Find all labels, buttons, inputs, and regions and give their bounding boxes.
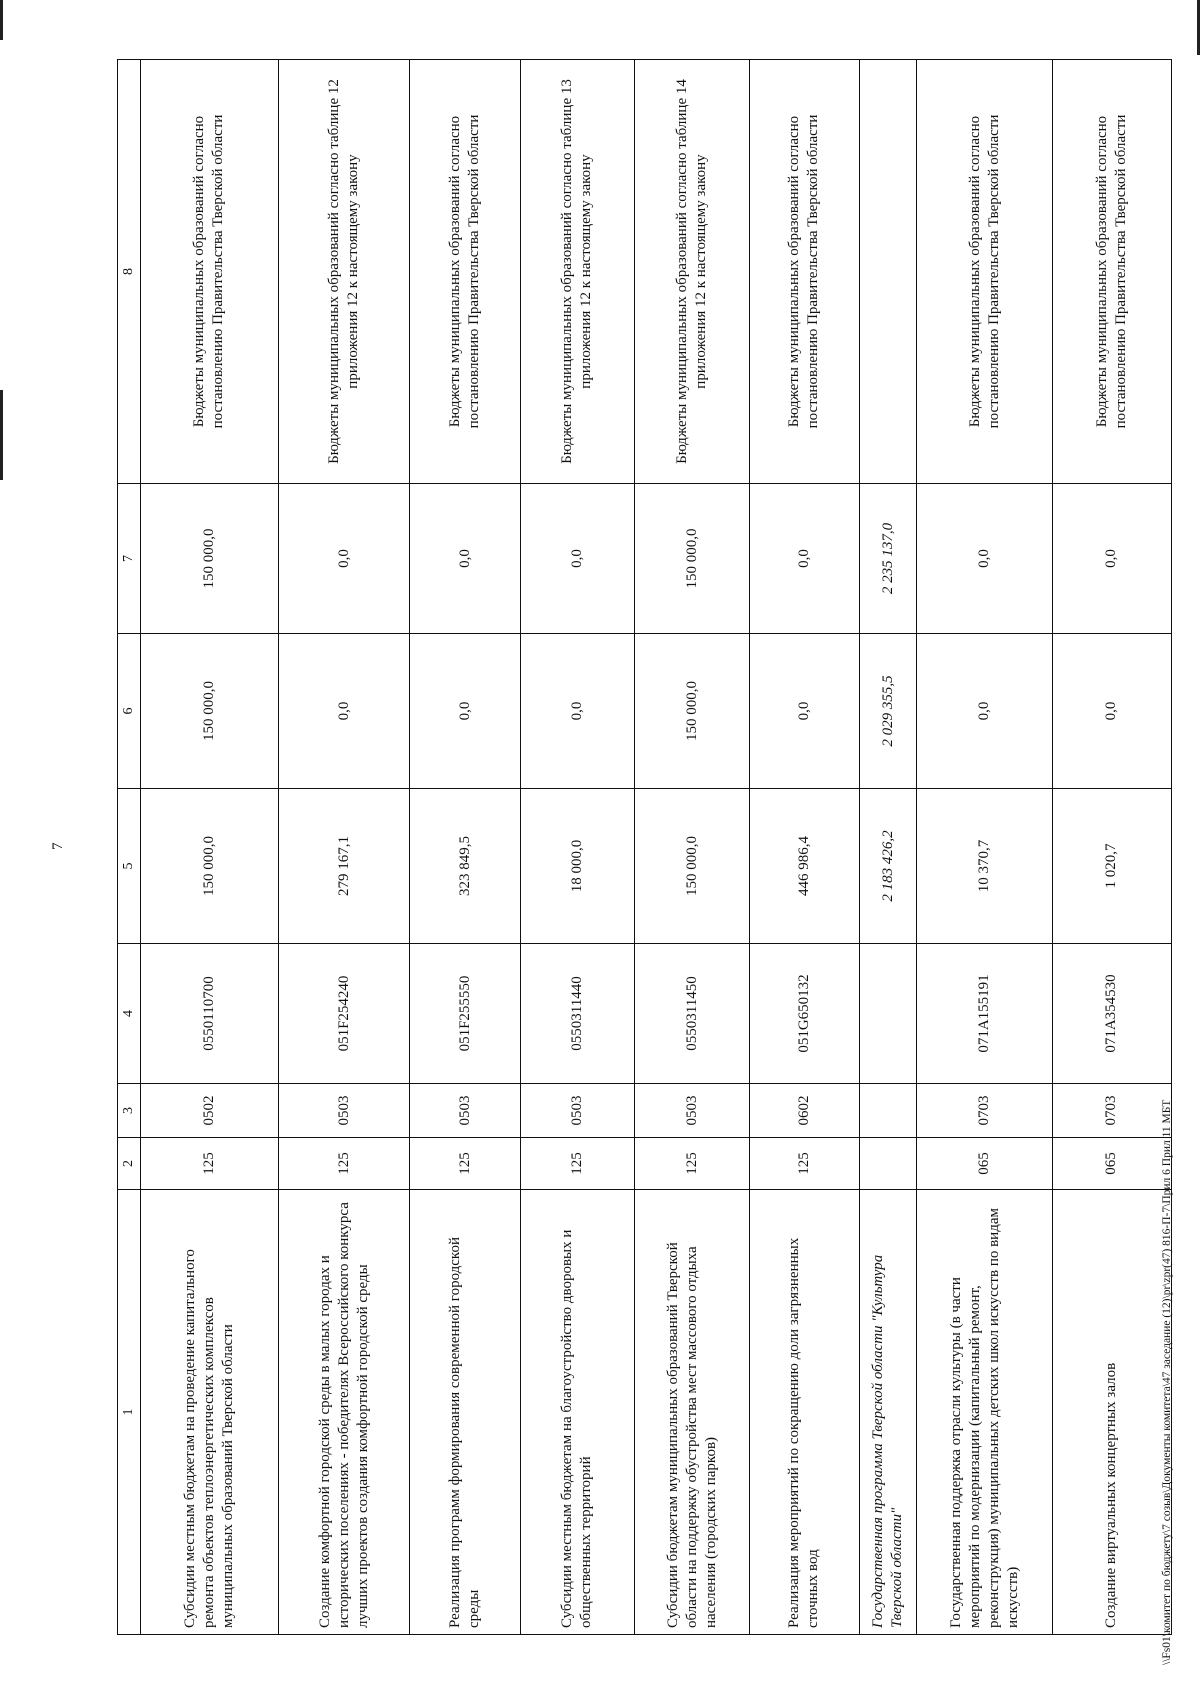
target-article-code: 0550110700 bbox=[141, 944, 279, 1084]
admin-code: 125 bbox=[410, 1138, 520, 1190]
section-code: 0503 bbox=[635, 1084, 750, 1138]
column-header: 5 bbox=[118, 789, 141, 944]
target-article-code: 0550311450 bbox=[635, 944, 750, 1084]
amount-col5: 1 020,7 bbox=[1052, 789, 1171, 944]
row-description: Создание комфортной городской среды в малых городах и исторических поселениях - победителях Всероссийского конкурса лучших проектов создания комфортной городской среды bbox=[278, 1190, 410, 1635]
amount-col5: 323 849,5 bbox=[410, 789, 520, 944]
column-header: 1 bbox=[118, 1190, 141, 1635]
table-row bbox=[141, 60, 279, 1635]
recipient-note bbox=[860, 60, 917, 484]
column-header: 8 bbox=[118, 60, 141, 484]
budget-table-container bbox=[117, 60, 1172, 1635]
admin-code bbox=[860, 1138, 917, 1190]
admin-code: 125 bbox=[635, 1138, 750, 1190]
table-row bbox=[410, 60, 520, 1635]
section-code bbox=[860, 1084, 917, 1138]
amount-col6: 0,0 bbox=[278, 634, 410, 789]
admin-code: 125 bbox=[749, 1138, 859, 1190]
admin-code: 065 bbox=[917, 1138, 1052, 1190]
target-article-code: 051G650132 bbox=[749, 944, 859, 1084]
table-body bbox=[141, 60, 1172, 1635]
file-path-footer: \\Fs01\комитет по бюджету\7 созыв\Документы комитета\47 заседание (12)\pr\zpr(47) 816-П-7\Прил 6 Прил 11 МБТ bbox=[1161, 1099, 1173, 1665]
amount-col6: 150 000,0 bbox=[635, 634, 750, 789]
recipient-note: Бюджеты муниципальных образований согласно таблице 12 приложения 12 к настоящему закону bbox=[278, 60, 410, 484]
admin-code: 125 bbox=[141, 1138, 279, 1190]
section-code: 0503 bbox=[520, 1084, 635, 1138]
column-header: 6 bbox=[118, 634, 141, 789]
amount-col7: 0,0 bbox=[278, 484, 410, 634]
amount-col5: 10 370,7 bbox=[917, 789, 1052, 944]
section-code: 0602 bbox=[749, 1084, 859, 1138]
target-article-code: 0550311440 bbox=[520, 944, 635, 1084]
amount-col6: 0,0 bbox=[749, 634, 859, 789]
target-article-code: 071A155191 bbox=[917, 944, 1052, 1084]
scan-edge-mark bbox=[0, 390, 3, 480]
recipient-note: Бюджеты муниципальных образований согласно постановлению Правительства Тверской области bbox=[1052, 60, 1171, 484]
admin-code: 125 bbox=[520, 1138, 635, 1190]
amount-col6: 150 000,0 bbox=[141, 634, 279, 789]
row-description: Государственная поддержка отрасли культуры (в части мероприятий по модернизации (капитальный ремонт, реконструкция) муниципальных детских школ искусств по видам искусств) bbox=[917, 1190, 1052, 1635]
amount-col5: 279 167,1 bbox=[278, 789, 410, 944]
amount-col5: 2 183 426,2 bbox=[860, 789, 917, 944]
amount-col6: 2 029 355,5 bbox=[860, 634, 917, 789]
recipient-note: Бюджеты муниципальных образований согласно постановлению Правительства Тверской области bbox=[141, 60, 279, 484]
table-row bbox=[635, 60, 750, 1635]
amount-col5: 150 000,0 bbox=[635, 789, 750, 944]
amount-col7: 0,0 bbox=[410, 484, 520, 634]
target-article-code: 071A354530 bbox=[1052, 944, 1171, 1084]
amount-col7: 0,0 bbox=[749, 484, 859, 634]
amount-col6: 0,0 bbox=[410, 634, 520, 789]
table-row bbox=[860, 60, 917, 1635]
section-code: 0503 bbox=[278, 1084, 410, 1138]
row-description: Субсидии местным бюджетам на проведение капитального ремонта объектов теплоэнергетических комплексов муниципальных образований Тверской области bbox=[141, 1190, 279, 1635]
row-description: Реализация мероприятий по сокращению доли загрязненных сточных вод bbox=[749, 1190, 859, 1635]
table-header-row bbox=[118, 60, 141, 1635]
section-code: 0503 bbox=[410, 1084, 520, 1138]
column-header: 4 bbox=[118, 944, 141, 1084]
recipient-note: Бюджеты муниципальных образований согласно таблице 14 приложения 12 к настоящему закону bbox=[635, 60, 750, 484]
column-header: 7 bbox=[118, 484, 141, 634]
target-article-code bbox=[860, 944, 917, 1084]
column-header: 2 bbox=[118, 1138, 141, 1190]
column-header: 3 bbox=[118, 1084, 141, 1138]
row-description: Реализация программ формирования современной городской среды bbox=[410, 1190, 520, 1635]
table-row bbox=[749, 60, 859, 1635]
amount-col7: 2 235 137,0 bbox=[860, 484, 917, 634]
table-row bbox=[1052, 60, 1171, 1635]
amount-col7: 150 000,0 bbox=[141, 484, 279, 634]
amount-col5: 150 000,0 bbox=[141, 789, 279, 944]
amount-col6: 0,0 bbox=[520, 634, 635, 789]
recipient-note: Бюджеты муниципальных образований согласно постановлению Правительства Тверской области bbox=[749, 60, 859, 484]
row-description: Субсидии бюджетам муниципальных образований Тверской области на поддержку обустройства мест массового отдыха населения (городских парков) bbox=[635, 1190, 750, 1635]
amount-col7: 0,0 bbox=[917, 484, 1052, 634]
amount-col6: 0,0 bbox=[1052, 634, 1171, 789]
scan-edge-mark bbox=[0, 0, 3, 40]
amount-col7: 150 000,0 bbox=[635, 484, 750, 634]
amount-col5: 18 000,0 bbox=[520, 789, 635, 944]
amount-col6: 0,0 bbox=[917, 634, 1052, 789]
table-row bbox=[520, 60, 635, 1635]
amount-col7: 0,0 bbox=[1052, 484, 1171, 634]
row-description: Субсидии местным бюджетам на благоустройство дворовых и общественных территорий bbox=[520, 1190, 635, 1635]
section-code: 0502 bbox=[141, 1084, 279, 1138]
page-number: 7 bbox=[50, 842, 66, 850]
recipient-note: Бюджеты муниципальных образований согласно постановлению Правительства Тверской области bbox=[410, 60, 520, 484]
section-code: 0703 bbox=[917, 1084, 1052, 1138]
row-description: Создание виртуальных концертных залов bbox=[1052, 1190, 1171, 1635]
target-article-code: 051F254240 bbox=[278, 944, 410, 1084]
row-description: Государственная программа Тверской области "Культура Тверской области" bbox=[860, 1190, 917, 1635]
table-row bbox=[278, 60, 410, 1635]
admin-code: 125 bbox=[278, 1138, 410, 1190]
recipient-note: Бюджеты муниципальных образований согласно постановлению Правительства Тверской области bbox=[917, 60, 1052, 484]
amount-col5: 446 986,4 bbox=[749, 789, 859, 944]
amount-col7: 0,0 bbox=[520, 484, 635, 634]
section-code: 0703 bbox=[1052, 1084, 1171, 1138]
table-row bbox=[917, 60, 1052, 1635]
target-article-code: 051F255550 bbox=[410, 944, 520, 1084]
recipient-note: Бюджеты муниципальных образований согласно таблице 13 приложения 12 к настоящему закону bbox=[520, 60, 635, 484]
budget-table bbox=[117, 59, 1172, 1635]
admin-code: 065 bbox=[1052, 1138, 1171, 1190]
